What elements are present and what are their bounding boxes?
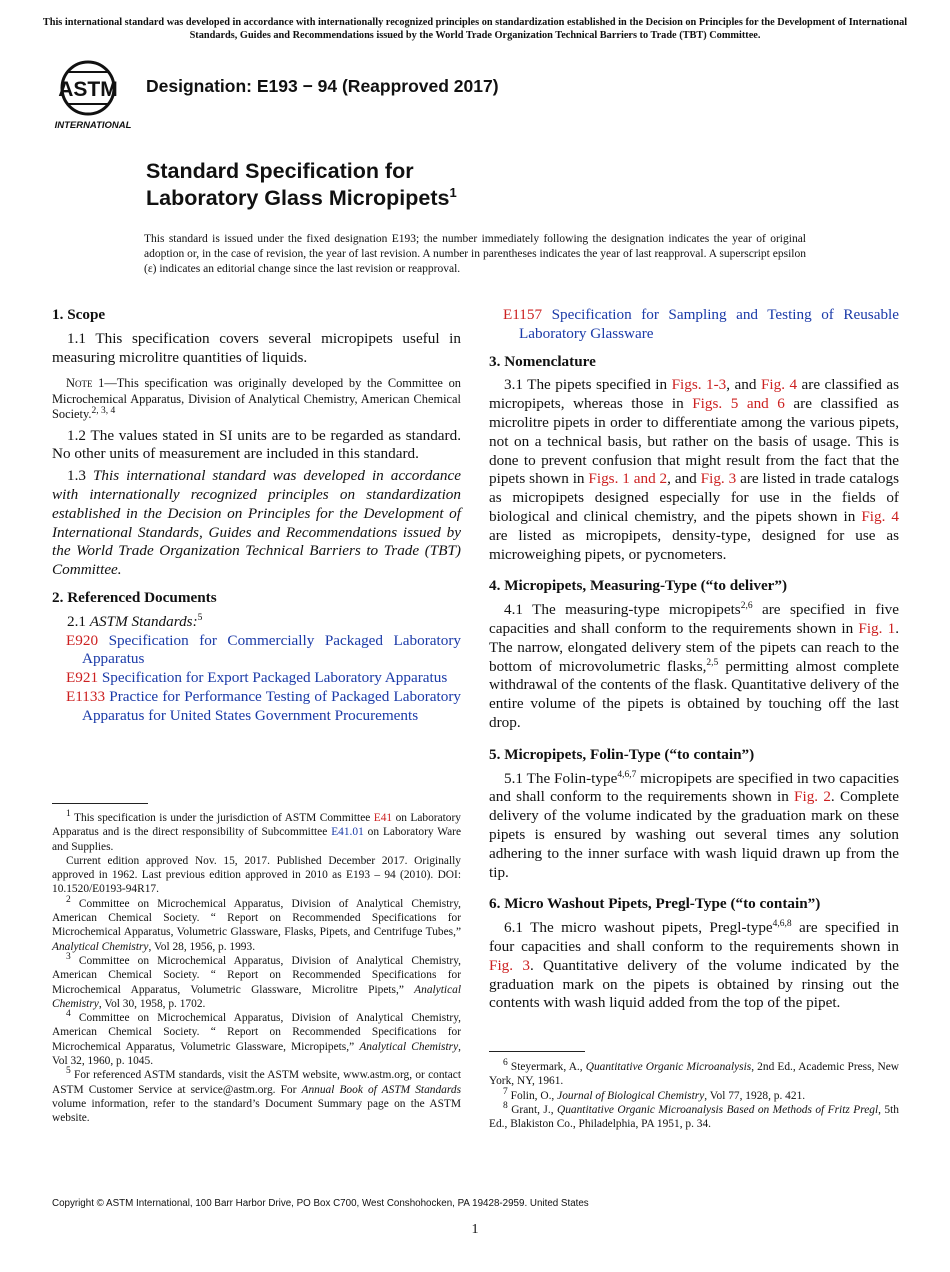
fig-link[interactable]: Figs. 1 and 2 [588, 470, 668, 488]
ref-e1133[interactable]: E1133 Practice for Performance Testing of Packaged Laboratory Apparatus for United States Government Procurements [66, 687, 462, 724]
fig-link[interactable]: Figs. 1-3 [671, 376, 727, 394]
para-2-1: 2.1 ASTM Standards:$^5$ [67, 612, 203, 630]
footnote-1: $^1$ This specification is under the jurisdiction of ASTM Committee E41 on Laboratory Apparatus and is the direct responsibility of Subcommittee E41.01 on Laboratory Ware and Supplies. [52, 809, 461, 853]
astm-logo [50, 58, 136, 132]
section-6-heading: 6. Micro Washout Pipets, Pregl-Type (“to contain”) [489, 895, 821, 913]
footnote-rule-right [489, 1051, 585, 1052]
title-line-2: Laboratory Glass Micropipets [146, 186, 450, 210]
note-label: Note [66, 376, 93, 391]
issued-note: This standard is issued under the fixed designation E193; the number immediately following the designation indicates the year of original adoption or, in the case of revision, the year of last revision. A number in parentheses indicates the year of last reapproval. A superscript epsilon (ε) indicates an editorial change since the last revision or reapproval. [144, 233, 806, 276]
section-3-heading: 3. Nomenclature [489, 352, 596, 370]
para-4-1: 4.1 The measuring-type micropipets$^{2,6}$ are specified in five capacities and shall conform to the requirements shown in Fig. 1. The narrow, elongated delivery stem of the pipets can reach to the bottom of microvolumetric flasks,$^{2,5}$ permitting almost complete withdrawal of the contents of the flask. Quantitative delivery of the entire volume of the pipets is obtained by touching off the last drop. [489, 601, 899, 731]
footnote-3: $^3$ Committee on Microchemical Apparatus, Division of Analytical Chemistry, American Chemical Society. “ Report on Recommended Specifications for Microchemical Apparatus, Volumetric Glassware, Microlitre Pipets,” Analytical Chemistry, Vol 30, 1958, p. 1702. [52, 952, 461, 1010]
fig-link[interactable]: Fig. 1 [858, 619, 896, 637]
designation: Designation: E193 − 94 (Reapproved 2017) [146, 76, 499, 96]
fig-link[interactable]: Fig. 4 [760, 376, 798, 394]
para-3-1: 3.1 The pipets specified in Figs. 1-3, and Fig. 4 are classified as micropipets, whereas those in Figs. 5 and 6 are classified as microlitre pipets in order to differentiate among the various pipets, not on a technical basis, but rather on the basis of usage. This is done to prevent confusion that might result from the fact that the pipets shown in Figs. 1 and 2, and Fig. 3 are listed in trade catalogs as micropipets designed especially for use in the fields of biological and clinical chemistry, and the pipets shown in Fig. 4 are listed as micropipets, density-type, designed for use as microweighing pipets, or pycnometers. [489, 376, 900, 563]
section-5-heading: 5. Micropipets, Folin-Type (“to contain”) [489, 745, 755, 763]
fig-link[interactable]: Fig. 3 [489, 956, 530, 974]
para-1-3: 1.3 This international standard was developed in accordance with internationally recognized principles on standardization established in the Decision on Principles for the Development of International Standards, Guides and Recommendations issued by the World Trade Organization Technical Barriers to Trade (TBT) Committee. [52, 467, 462, 579]
right-column [489, 306, 899, 1013]
left-column [52, 306, 461, 726]
page-number: 1 [471, 1222, 479, 1237]
page-title [146, 158, 457, 212]
fig-link[interactable]: Fig. 3 [700, 470, 737, 488]
section-4-heading: 4. Micropipets, Measuring-Type (“to deliver”) [489, 577, 788, 595]
section-2-heading: 2. Referenced Documents [52, 588, 217, 606]
footnote-rule-left [52, 803, 148, 804]
footnote-2: $^2$ Committee on Microchemical Apparatus, Division of Analytical Chemistry, American Chemical Society. “ Report on Recommended Specifications for Microchemical Apparatus, Volumetric Glassware, Flasks, Pipets, and Centrifuge Tubes,” Analytical Chemistry, Vol 28, 1956, p. 1993. [52, 894, 461, 953]
footnotes-right [489, 1060, 899, 1131]
ref-e1157[interactable]: E1157 Specification for Sampling and Testing of Reusable Laboratory Glassware [503, 306, 899, 342]
ref-e920[interactable]: E920 Specification for Commercially Packaged Laboratory Apparatus [66, 631, 461, 668]
footnote-5: $^5$ For referenced ASTM standards, visit the ASTM website, www.astm.org, or contact ASTM Customer Service at service@astm.org. For Annual Book of ASTM Standards volume information, refer to the standard’s Document Summary page on the ASTM website. [52, 1066, 462, 1125]
footnote-7: $^7$ Folin, O., Journal of Biological Chemistry, Vol 77, 1928, p. 421. [503, 1086, 806, 1102]
fig-link[interactable]: Fig. 2 [794, 788, 831, 806]
top-notice: This international standard was developed in accordance with internationally recognized principles on standardization established in the Decision on Principles for the Development of International Standards, Guides and Recommendations issued by the World Trade Organization Technical Barriers to Trade (TBT) Committee. [42, 17, 908, 41]
fig-link[interactable]: Fig. 4 [861, 507, 899, 525]
para-6-1: 6.1 The micro washout pipets, Pregl-type$^{4,6,8}$ are specified in four capacities and shall conform to the requirements shown in Fig. 3. Quantitative delivery of the volume indicated by the graduation mark on the pipets is obtained by rinsing out the contents with wash liquid added from the top of the pipet. [489, 919, 899, 1012]
section-1-heading: 1. Scope [52, 306, 106, 323]
footnote-1-current-edition: Current edition approved Nov. 15, 2017. Published December 2017. Originally approved in 1962. Last previous edition approved in 2010 as E193 – 94 (2010). DOI: 10.1520/E0193-94R17. [52, 854, 461, 896]
para-5-1: 5.1 The Folin-type$^{4,6,7}$ micropipets are specified in two capacities and shall conform to the requirements shown in Fig. 2. Complete delivery of the volume indicated by the graduation mark on these pipets is ensured by washing out several times any solution adhering to the inner surface with wash liquid drawn up from the tip. [489, 769, 900, 881]
copyright: Copyright © ASTM International, 100 Barr Harbor Drive, PO Box C700, West Conshohocken, PA 19428-2959. United States [52, 1198, 589, 1209]
footnote-4: $^4$ Committee on Microchemical Apparatus, Division of Analytical Chemistry, American Chemical Society. “ Report on Recommended Specifications for Microchemical Apparatus, Volumetric Glassware, Micropipets,” Analytical Chemistry, Vol 32, 1960, p. 1045. [52, 1009, 461, 1068]
link-e41[interactable]: E41 [373, 812, 393, 824]
title-line-1: Standard Specification for [146, 159, 414, 183]
link-e41-01[interactable]: E41.01 [331, 826, 364, 839]
logo-text: ASTM [58, 78, 118, 101]
footnotes-left [52, 811, 461, 1126]
ref-e921[interactable]: E921 Specification for Export Packaged Laboratory Apparatus [66, 669, 448, 687]
footnote-8: $^8$ Grant, J., Quantitative Organic Microanalysis Based on Methods of Fritz Pregl, 5th Ed., Blakiston Co., Philadelphia, PA 1951, p. 34. [489, 1101, 899, 1131]
fig-link[interactable]: Figs. 5 and 6 [692, 395, 785, 413]
para-1-2: 1.2 The values stated in SI units are to be regarded as standard. No other units of measurement are included in this standard. [52, 426, 461, 463]
para-1-1: 1.1 This specification covers several micropipets useful in measuring microlitre quantities of liquids. [52, 329, 461, 366]
note-1: Note 1—This specification was originally developed by the Committee on Microchemical Apparatus, Division of Analytical Chemistry, American Chemical Society.$^{2, 3, 4}$ [52, 376, 461, 422]
logo-subtext: INTERNATIONAL [54, 120, 132, 131]
footnote-6: $^6$ Steyermark, A., Quantitative Organic Microanalysis, 2nd Ed., Academic Press, New York, NY, 1961. [489, 1058, 900, 1088]
title-footnote-ref[interactable]: 1 [449, 184, 457, 200]
